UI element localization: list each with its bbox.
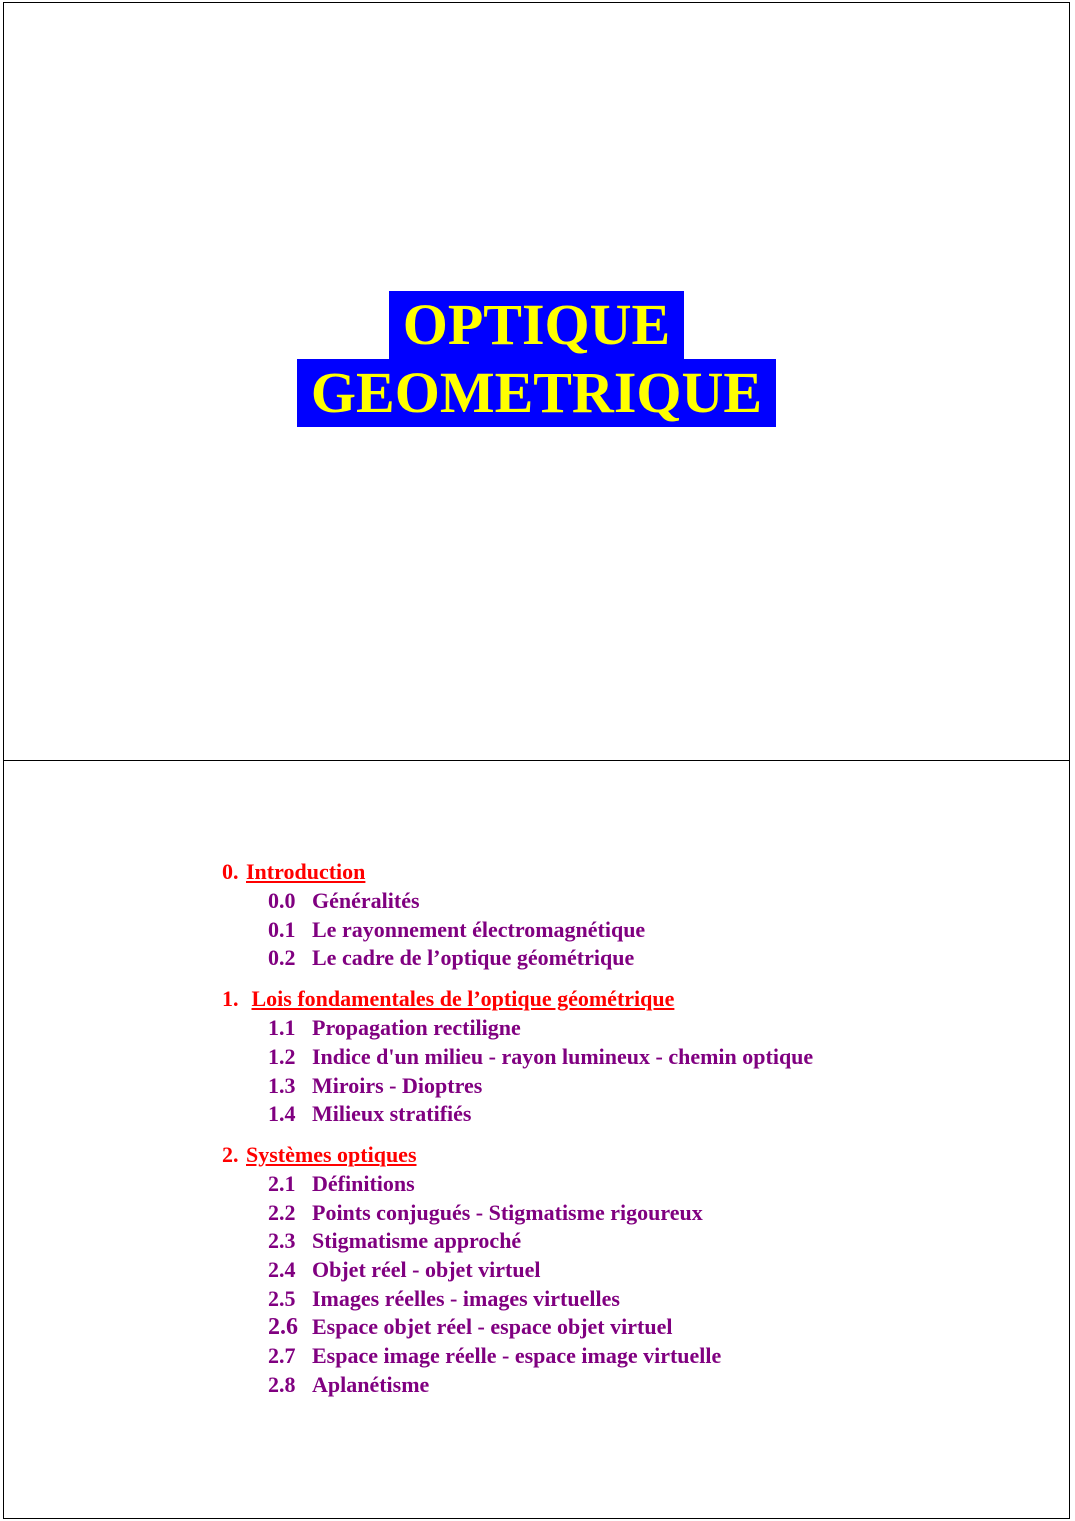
item-number: 2.2 bbox=[268, 1199, 296, 1225]
item-label: Miroirs - Dioptres bbox=[312, 1072, 483, 1098]
section-heading bbox=[222, 1140, 813, 1170]
toc-item bbox=[222, 1014, 813, 1043]
item-number: 2.6 bbox=[268, 1314, 298, 1341]
item-number: 2.8 bbox=[268, 1371, 296, 1397]
item-number: 1.1 bbox=[268, 1015, 296, 1041]
item-label: Stigmatisme approché bbox=[312, 1228, 522, 1254]
item-number: 0.2 bbox=[268, 945, 296, 971]
item-number: 1.2 bbox=[268, 1043, 296, 1069]
item-label: Indice d'un milieu - rayon lumineux - chemin optique bbox=[312, 1043, 814, 1069]
toc-item bbox=[222, 944, 813, 973]
toc-item bbox=[222, 1170, 813, 1199]
section-number: 1. bbox=[222, 986, 239, 1012]
toc-item bbox=[222, 887, 813, 916]
section-title: Systèmes optiques bbox=[246, 1141, 417, 1167]
table-of-contents bbox=[222, 857, 813, 1411]
toc-item bbox=[222, 1072, 813, 1101]
item-label: Propagation rectiligne bbox=[312, 1015, 521, 1041]
item-label: Milieux stratifiés bbox=[312, 1101, 472, 1127]
item-number: 2.3 bbox=[268, 1228, 296, 1254]
section-number: 0. bbox=[222, 859, 239, 884]
item-label: Aplanétisme bbox=[312, 1371, 430, 1397]
title-line-1: OPTIQUE bbox=[389, 291, 685, 359]
toc-section-0 bbox=[222, 857, 813, 973]
toc-section-2 bbox=[222, 1140, 813, 1400]
item-label: Le rayonnement électromagnétique bbox=[312, 916, 646, 942]
item-number: 2.1 bbox=[268, 1170, 296, 1196]
section-heading bbox=[222, 857, 813, 887]
title-block bbox=[4, 291, 1069, 427]
item-label: Généralités bbox=[312, 888, 420, 913]
item-label: Espace image réelle - espace image virtuelle bbox=[312, 1343, 722, 1369]
item-number: 0.1 bbox=[268, 916, 296, 942]
title-slide bbox=[3, 2, 1070, 761]
item-number: 0.0 bbox=[268, 888, 296, 913]
toc-item bbox=[222, 1313, 813, 1342]
toc-item bbox=[222, 1199, 813, 1228]
toc-item bbox=[222, 1256, 813, 1285]
item-label: Images réelles - images virtuelles bbox=[312, 1285, 620, 1311]
toc-section-1 bbox=[222, 984, 813, 1129]
toc-item bbox=[222, 1342, 813, 1371]
section-title: Lois fondamentales de l’optique géométrique bbox=[251, 986, 675, 1012]
item-number: 2.7 bbox=[268, 1343, 296, 1369]
item-number: 1.3 bbox=[268, 1072, 296, 1098]
section-number: 2. bbox=[222, 1141, 239, 1167]
item-label: Définitions bbox=[312, 1170, 415, 1196]
toc-item bbox=[222, 1285, 813, 1314]
item-number: 2.5 bbox=[268, 1285, 296, 1311]
item-label: Espace objet réel - espace objet virtuel bbox=[312, 1314, 673, 1340]
item-label: Le cadre de l’optique géométrique bbox=[312, 945, 635, 971]
section-title: Introduction bbox=[246, 859, 366, 884]
toc-item bbox=[222, 916, 813, 945]
toc-item bbox=[222, 1227, 813, 1256]
title-line-2: GEOMETRIQUE bbox=[297, 359, 776, 427]
item-label: Points conjugués - Stigmatisme rigoureux bbox=[312, 1199, 703, 1225]
item-number: 2.4 bbox=[268, 1257, 296, 1283]
toc-item bbox=[222, 1371, 813, 1400]
toc-item bbox=[222, 1043, 813, 1072]
contents-slide bbox=[3, 760, 1070, 1519]
section-heading bbox=[222, 984, 813, 1014]
item-label: Objet réel - objet virtuel bbox=[312, 1257, 541, 1283]
item-number: 1.4 bbox=[268, 1101, 296, 1127]
toc-item bbox=[222, 1100, 813, 1129]
